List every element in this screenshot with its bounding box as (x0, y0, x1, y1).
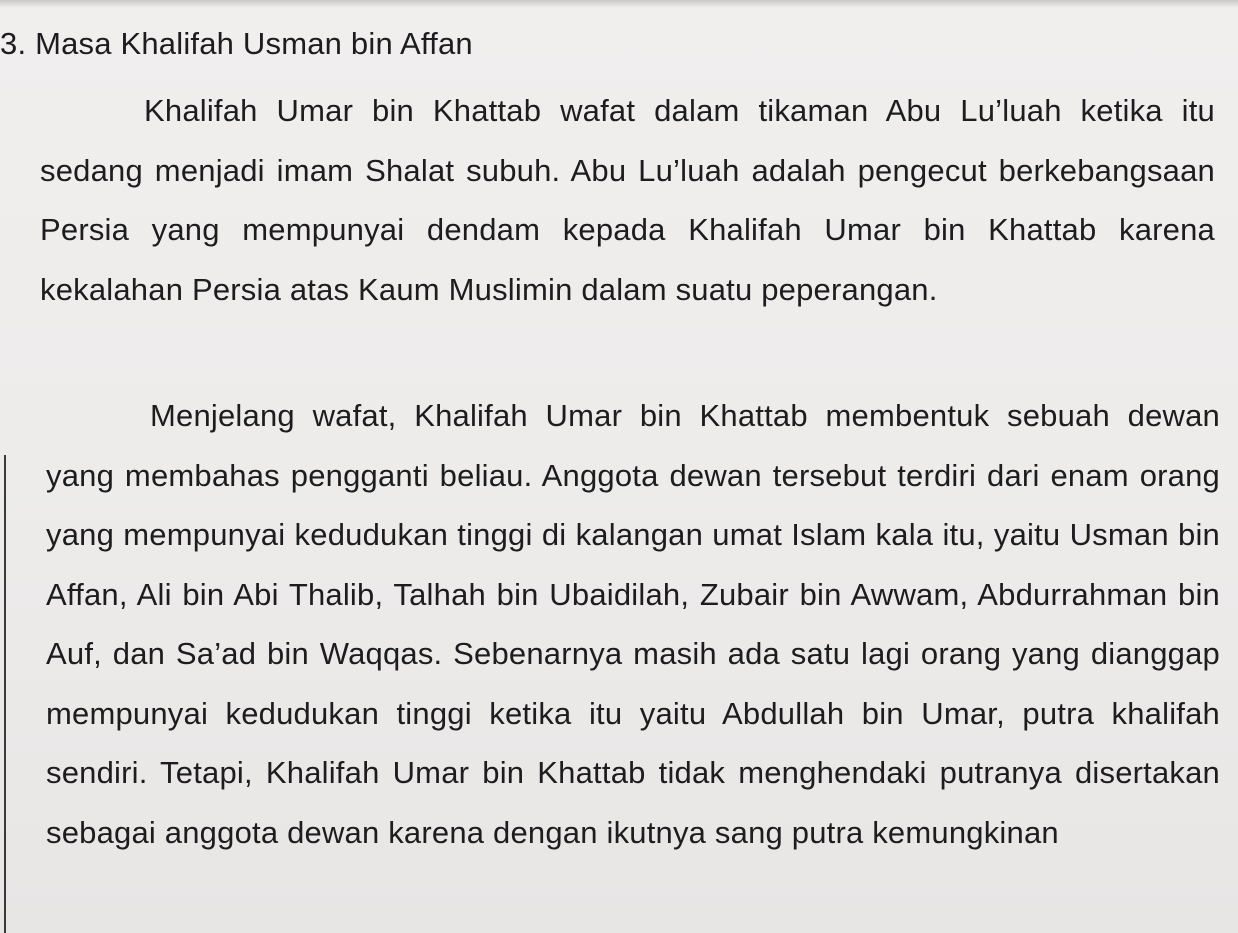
paragraph-1: Khalifah Umar bin Khattab wafat dalam tikaman Abu Lu’luah ketika itu sedang menjadi imam Shalat subuh. Abu Lu’luah adalah pengecut berkebangsaan Persia yang mempunyai dendam kepada Khalifah Umar bin Khattab karena kekalahan Persia atas Kaum Muslimin dalam suatu peperangan. (40, 93, 1215, 307)
section-heading: 3. Masa Khalifah Usman bin Affan (0, 26, 473, 61)
paragraph-2: Menjelang wafat, Khalifah Umar bin Khattab membentuk sebuah dewan yang membahas pengganti beliau. Anggota dewan tersebut terdiri dari enam orang yang mempunyai kedudukan tinggi di kalangan umat Islam kala itu, yaitu Usman bin Affan, Ali bin Abi Thalib, Talhah bin Ubaidilah, Zubair bin Awwam, Abdurrahman bin Auf, dan Sa’ad bin Waqqas. Sebenarnya masih ada satu lagi orang yang dianggap mempunyai kedudukan tinggi ketika itu yaitu Abdullah bin Umar, putra khalifah sendiri. Tetapi, Khalifah Umar bin Khattab tidak menghendaki putranya disertakan sebagai anggota dewan karena dengan ikutnya sang putra kemungkinan (46, 398, 1220, 850)
page-top-shadow (0, 0, 1238, 8)
page-left-edge-line (4, 455, 6, 933)
